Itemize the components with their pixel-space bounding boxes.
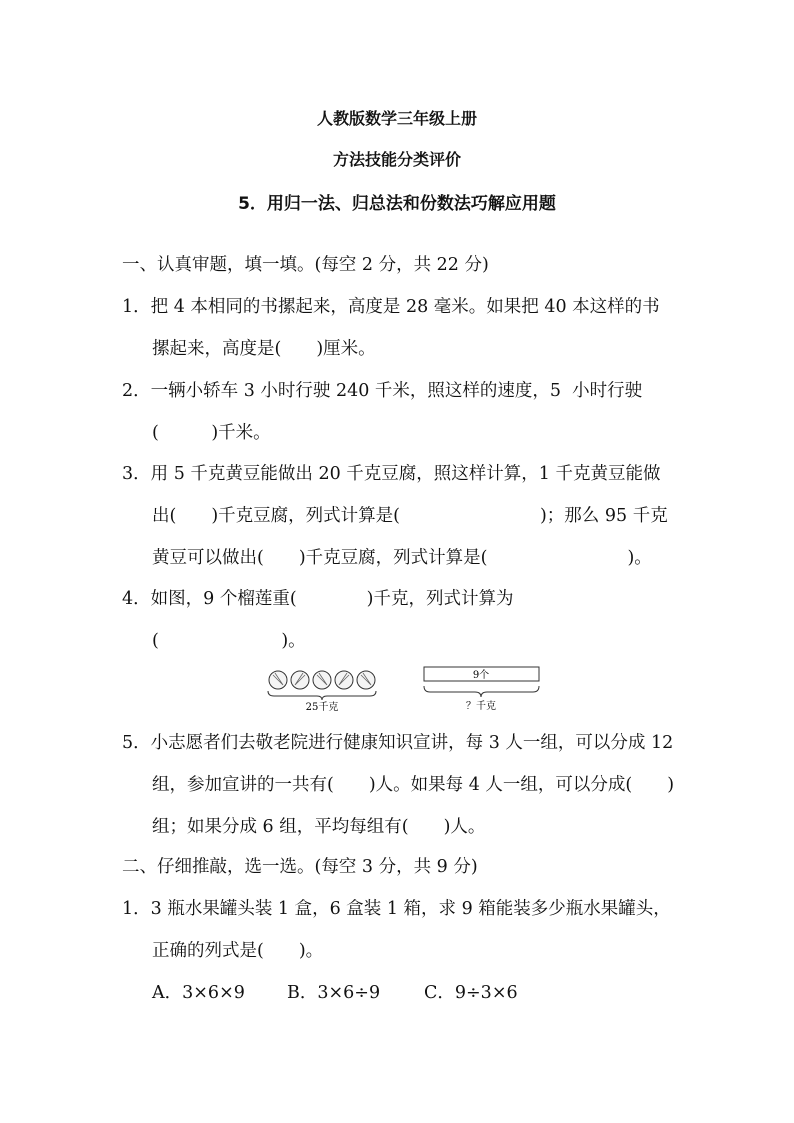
q2-line1: 2．一辆小轿车 3 小时行驶 240 千米，照这样的速度，5 小时行驶: [122, 381, 643, 401]
option-c[interactable]: C．9÷3×6: [424, 983, 518, 1003]
q2-line2: ( )千米。: [152, 423, 271, 443]
q1-line1: 1．把 4 本相同的书摞起来，高度是 28 毫米。如果把 40 本这样的书: [122, 297, 660, 317]
doc-subtitle: 方法技能分类评价: [332, 150, 461, 169]
left-brace: [268, 691, 376, 700]
q3-line1: 3．用 5 千克黄豆能做出 20 千克豆腐，照这样计算，1 千克黄豆能做: [122, 464, 661, 484]
q3-line2: 出( )千克豆腐，列式计算是( )；那么 95 千克: [152, 506, 668, 526]
option-a[interactable]: A．3×6×9: [152, 983, 245, 1003]
q4-line2: ( )。: [152, 631, 306, 651]
right-brace-label: ？千克: [466, 701, 496, 712]
section-title: 5．用归一法、归总法和份数法巧解应用题: [238, 194, 556, 214]
count-box-label: 9个: [472, 670, 490, 681]
q3-line3: 黄豆可以做出( )千克豆腐，列式计算是( )。: [152, 548, 652, 568]
q1-line2: 摞起来，高度是( )厘米。: [152, 339, 376, 359]
part2-heading: 二、仔细推敲，选一选。(每空 3 分，共 9 分): [122, 857, 478, 877]
q5-line1: 5．小志愿者们去敬老院进行健康知识宣讲，每 3 人一组，可以分成 12: [122, 733, 674, 753]
durian-figure: [262, 664, 547, 714]
q5-line2: 组，参加宣讲的一共有( )人。如果每 4 人一组，可以分成( ): [152, 775, 675, 795]
q4-line1: 4．如图，9 个榴莲重( )千克，列式计算为: [122, 589, 514, 609]
p2-q1-line1: 1．3 瓶水果罐头装 1 盒，6 盒装 1 箱，求 9 箱能装多少瓶水果罐头，: [122, 899, 671, 919]
part1-heading: 一、认真审题，填一填。(每空 2 分，共 22 分): [122, 255, 489, 275]
doc-title: 人教版数学三年级上册: [316, 109, 477, 128]
option-b[interactable]: B．3×6÷9: [287, 983, 381, 1003]
q5-line3: 组；如果分成 6 组，平均每组有( )人。: [152, 817, 486, 837]
p2-q1-line2: 正确的列式是( )。: [152, 941, 324, 961]
right-brace: [424, 686, 539, 697]
left-brace-label: 25千克: [305, 702, 339, 713]
